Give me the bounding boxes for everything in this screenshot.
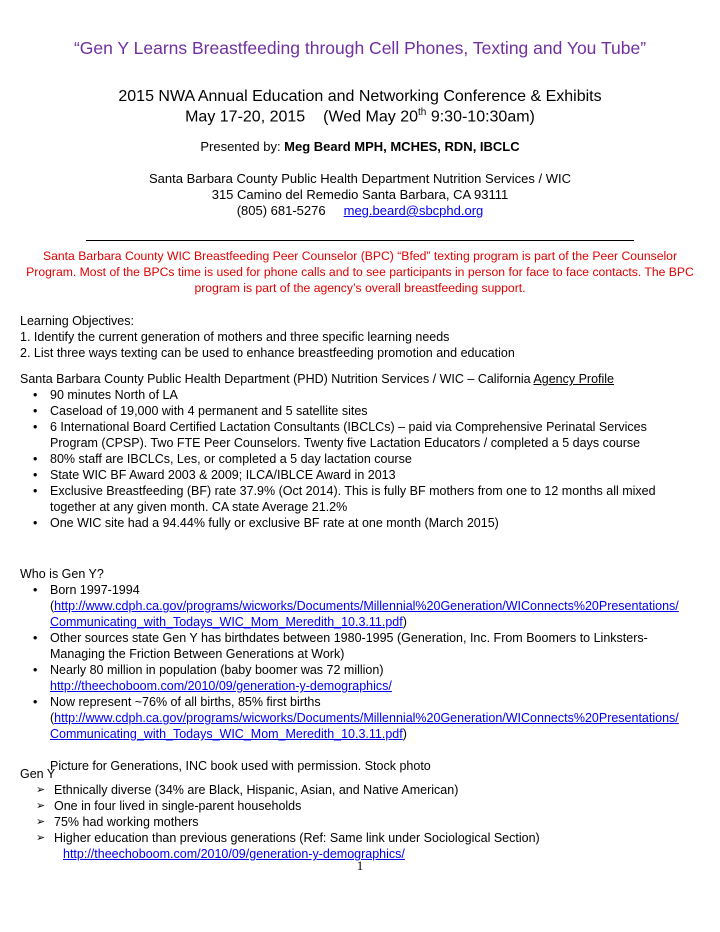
bpc-program-note: Santa Barbara County WIC Breastfeeding Peer Counselor (BPC) “Bfed” texting program is part of the Peer Counselor Program. Most of the BPCs time is used for phone calls and to see participants in person for face to face contacts. The BPC program is part of the agency’s overall breastfeeding support. bbox=[26, 249, 694, 295]
gen-y-link1b-wrap: (http://www.cdph.ca.gov/programs/wicworks/Documents/Millennial%20Generation/WIConnects%20Presentations/Communicating_with_Todays_WIC_Mom_Meredith_10.3.11.pdf) bbox=[50, 711, 679, 741]
session-time-sup: th bbox=[418, 107, 427, 118]
agency-profile-heading-text: Santa Barbara County Public Health Department (PHD) Nutrition Services / WIC – California bbox=[20, 372, 534, 386]
presenter-address: 315 Camino del Remedio Santa Barbara, CA 93111 bbox=[211, 187, 509, 202]
session-time-prefix: (Wed May 20 bbox=[323, 108, 419, 126]
echoboom-link[interactable]: http://theechoboom.com/2010/09/generation-y-demographics/ bbox=[63, 847, 405, 861]
list-item: ➢ Ethnically diverse (34% are Black, Hispanic, Asian, and Native American) bbox=[20, 782, 685, 798]
list-item: • 6 International Board Certified Lactation Consultants (IBCLCs) – paid via Comprehensive Perinatal Services Program (CPSP). Two FTE Peer Counselors. Twenty five Lactation Educators / completed a 5 days course bbox=[20, 419, 685, 451]
gen-y-traits-list bbox=[20, 782, 685, 846]
presenter-line bbox=[0, 139, 720, 154]
presenter-contact bbox=[0, 203, 720, 218]
presenter-org: Santa Barbara County Public Health Department Nutrition Services / WIC bbox=[149, 171, 571, 186]
list-item: ➢ Higher education than previous generations (Ref: Same link under Sociological Section) bbox=[20, 830, 685, 846]
conference-date-range: May 17-20, 2015 bbox=[185, 108, 306, 126]
list-item: ➢ 75% had working mothers bbox=[20, 814, 685, 830]
echoboom-link[interactable]: http://theechoboom.com/2010/09/generation-y-demographics/ bbox=[50, 679, 392, 693]
list-item: • Caseload of 19,000 with 4 permanent and 5 satellite sites bbox=[20, 403, 685, 419]
document-title: “Gen Y Learns Breastfeeding through Cell Phones, Texting and You Tube” bbox=[73, 38, 647, 58]
conference-dates bbox=[0, 107, 720, 126]
list-item: • 90 minutes North of LA bbox=[20, 387, 685, 403]
gen-y-population: Nearly 80 million in population (baby boomer was 72 million) bbox=[50, 663, 384, 677]
cdph-link[interactable]: http://www.cdph.ca.gov/programs/wicworks/Documents/Millennial%20Generation/WIConnects%20Presentations/Communicating_with_Todays_WIC_Mom_Meredith_10.3.11.pdf bbox=[50, 711, 679, 741]
agency-profile-heading-underlined: Agency Profile bbox=[533, 372, 615, 386]
section-divider bbox=[86, 240, 634, 241]
gen-y-traits-heading: Gen Y bbox=[20, 767, 56, 781]
list-item bbox=[20, 662, 685, 694]
objective-item: 1. Identify the current generation of mothers and three specific learning needs bbox=[20, 330, 450, 344]
list-item: • One WIC site had a 94.44% fully or exclusive BF rate at one month (March 2015) bbox=[20, 515, 685, 531]
presenter-phone: (805) 681-5276 bbox=[236, 203, 326, 218]
gen-y-heading: Who is Gen Y? bbox=[20, 567, 104, 581]
list-item: • 80% staff are IBCLCs, Les, or completed a 5 day lactation course bbox=[20, 451, 685, 467]
conference-name: 2015 NWA Annual Education and Networking Conference & Exhibits bbox=[118, 88, 602, 105]
list-item: • Exclusive Breastfeeding (BF) rate 37.9% (Oct 2014). This is fully BF mothers from one to 12 months all mixed together at any given month. CA state Average 21.2% bbox=[20, 483, 685, 515]
list-item: • Other sources state Gen Y has birthdates between 1980-1995 (Generation, Inc. From Boomers to Linksters-Managing the Friction Between Generations at Work) bbox=[20, 630, 685, 662]
presenter-email-link[interactable]: meg.beard@sbcphd.org bbox=[343, 203, 484, 218]
gen-y-born: Born 1997-1994 bbox=[50, 583, 140, 597]
learning-objectives bbox=[20, 313, 685, 361]
objective-item: 2. List three ways texting can be used to enhance breastfeeding promotion and education bbox=[20, 346, 515, 360]
agency-profile-list bbox=[20, 387, 685, 531]
gen-y-births: Now represent ~76% of all births, 85% first births bbox=[50, 695, 321, 709]
list-item: ➢ One in four lived in single-parent households bbox=[20, 798, 685, 814]
page-number: 1 bbox=[356, 858, 364, 873]
picture-note: Picture for Generations, INC book used with permission. Stock photo bbox=[50, 759, 431, 773]
list-item: • State WIC BF Award 2003 & 2009; ILCA/IBLCE Award in 2013 bbox=[20, 467, 685, 483]
objectives-heading: Learning Objectives: bbox=[20, 314, 134, 328]
presenter-label: Presented by: bbox=[200, 139, 285, 154]
list-item bbox=[20, 694, 685, 742]
gen-y-link1-wrap: (http://www.cdph.ca.gov/programs/wicworks/Documents/Millennial%20Generation/WIConnects%20Presentations/Communicating_with_Todays_WIC_Mom_Meredith_10.3.11.pdf) bbox=[50, 599, 679, 629]
list-item bbox=[20, 582, 685, 630]
agency-profile-section bbox=[20, 371, 685, 531]
presenter-name: Meg Beard MPH, MCHES, RDN, IBCLC bbox=[284, 139, 520, 154]
who-is-gen-y-section bbox=[20, 566, 685, 774]
agency-profile-heading bbox=[20, 371, 685, 387]
cdph-link[interactable]: http://www.cdph.ca.gov/programs/wicworks/Documents/Millennial%20Generation/WIConnects%20Presentations/Communicating_with_Todays_WIC_Mom_Meredith_10.3.11.pdf bbox=[50, 599, 679, 629]
gen-y-traits-section bbox=[20, 766, 685, 862]
gen-y-list bbox=[20, 582, 685, 742]
session-time-suffix: 9:30-10:30am) bbox=[426, 108, 535, 126]
